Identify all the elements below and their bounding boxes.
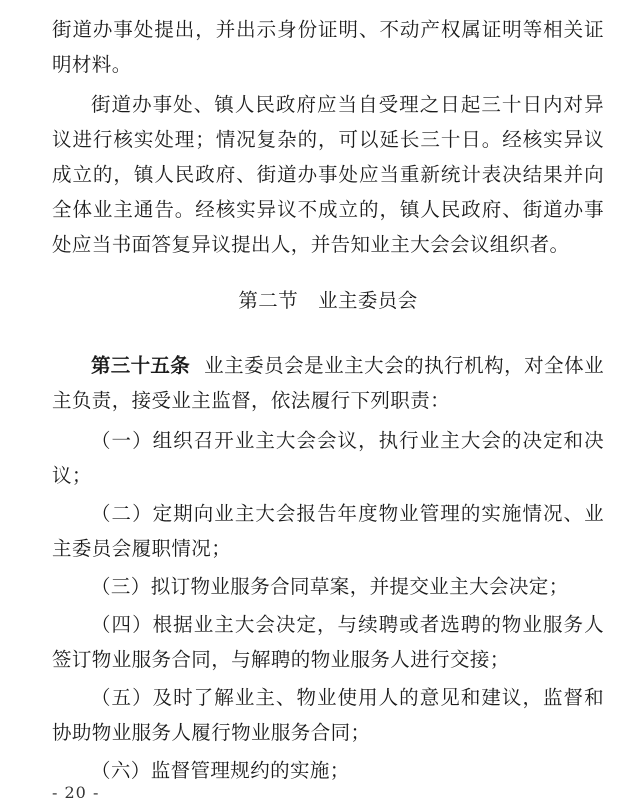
list-item: （二）定期向业主大会报告年度物业管理的实施情况、业主委员会履职情况； [52, 502, 604, 560]
paragraph-objection-verification: 街道办事处、镇人民政府应当自受理之日起三十日内对异议进行核实处理；情况复杂的，可以延长三十日。经核实异议成立的，镇人民政府、街道办事处应当重新统计表决结果并向全体业主通告。经核实异议不成立的，镇人民政府、街道办事处应当书面答复异议提出人，并告知业主大会会议组织者。 [52, 93, 604, 256]
list-item: （六）监督管理规约的实施； [91, 759, 350, 782]
article-label: 第三十五条 [91, 354, 190, 377]
section-title: 业主委员会 [318, 289, 418, 312]
list-item: （四）根据业主大会决定，与续聘或者选聘的物业服务人签订物业服务合同，与解聘的物业服务人进行交接； [52, 613, 604, 671]
section-number: 第二节 [238, 289, 299, 312]
paragraph-objection-submission: 街道办事处提出，并出示身份证明、不动产权属证明等相关证明材料。 [52, 18, 604, 76]
article-text: 业主委员会是业主大会的执行机构，对全体业主负责，接受业主监督，依法履行下列职责： [52, 354, 604, 412]
list-item: （五）及时了解业主、物业使用人的意见和建议，监督和协助物业服务人履行物业服务合同； [52, 686, 604, 744]
duty-list [52, 423, 604, 791]
list-item: （一）组织召开业主大会会议，执行业主大会的决定和决议； [52, 429, 604, 487]
list-item: （三）拟订物业服务合同草案，并提交业主大会决定； [91, 575, 569, 598]
section-heading [52, 285, 604, 313]
document-page [52, 0, 604, 812]
article-35 [52, 348, 604, 418]
page-number: - 20 - [52, 783, 100, 802]
